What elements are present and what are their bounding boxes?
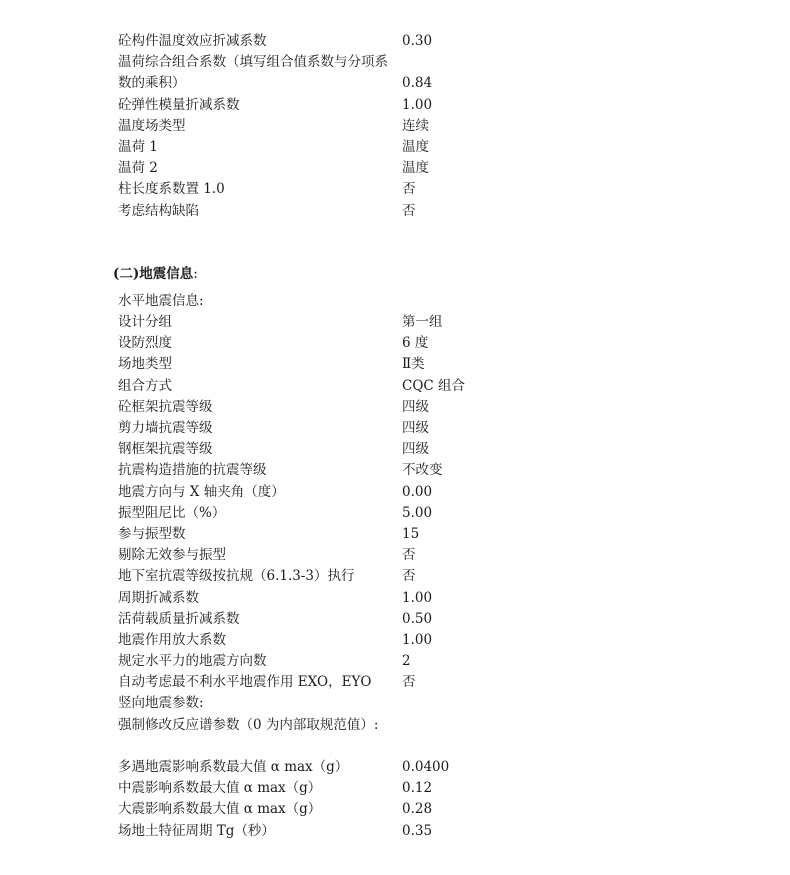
param-row [0, 418, 790, 439]
param-row [0, 524, 790, 545]
param-row [0, 672, 790, 693]
param-row [0, 821, 790, 842]
seismic-params [0, 291, 790, 842]
param-row [0, 630, 790, 651]
section-title: (二)地震信息: [113, 265, 198, 282]
param-label: 砼弹性模量折减系数 [118, 96, 240, 113]
param-label: 设防烈度 [118, 335, 172, 352]
param-row [0, 778, 790, 799]
param-value: 2 [402, 653, 411, 670]
param-value: 否 [402, 181, 416, 198]
param-row [0, 609, 790, 630]
param-label: 钢框架抗震等级 [118, 441, 213, 458]
param-row [0, 312, 790, 333]
param-row [0, 651, 790, 672]
param-value: 0.28 [402, 801, 433, 818]
param-label: 强制修改反应谱参数（0 为内部取规范值）: [118, 716, 379, 733]
param-value: 5.00 [402, 504, 433, 521]
param-value: 否 [402, 568, 416, 585]
param-row [0, 179, 790, 200]
param-row [0, 31, 790, 52]
param-value: 四级 [402, 420, 429, 437]
param-label: 组合方式 [118, 377, 172, 394]
param-row [0, 566, 790, 587]
param-label: 剪力墙抗震等级 [118, 420, 213, 437]
param-row [0, 158, 790, 179]
param-value: 6 度 [402, 335, 429, 352]
param-row [0, 757, 790, 778]
param-label: 自动考虑最不利水平地震作用 EXO，EYO [118, 674, 372, 691]
param-value: 第一组 [402, 314, 443, 331]
param-label: 温荷 2 [118, 160, 158, 177]
param-value: 否 [402, 674, 416, 691]
subsection-label [0, 715, 790, 757]
param-row [0, 201, 790, 222]
param-value: 否 [402, 547, 416, 564]
param-label: 地下室抗震等级按抗规（6.1.3-3）执行 [118, 568, 355, 585]
param-row [0, 799, 790, 820]
param-row [0, 460, 790, 481]
param-value: 0.50 [402, 610, 433, 627]
param-value: 1.00 [402, 589, 433, 606]
param-label: 参与振型数 [118, 525, 186, 542]
subsection-label [0, 291, 790, 312]
param-value: 0.84 [402, 75, 433, 92]
param-row [0, 116, 790, 137]
document-body [0, 31, 790, 842]
param-label: 抗震构造措施的抗震等级 [118, 462, 267, 479]
param-label: 规定水平力的地震方向数 [118, 653, 267, 670]
param-value: 温度 [402, 138, 429, 155]
param-value: 1.00 [402, 631, 433, 648]
param-row [0, 354, 790, 375]
param-label: 多遇地震影响系数最大值 α max（g） [118, 759, 349, 776]
param-label: 温荷综合组合系数（填写组合值系数与分项系数的乘积） [118, 54, 388, 92]
param-row [0, 376, 790, 397]
param-value: 不改变 [402, 462, 443, 479]
param-label: 周期折减系数 [118, 589, 199, 606]
param-value: 0.30 [402, 33, 433, 49]
param-value: 0.0400 [402, 759, 450, 776]
param-value: 0.35 [402, 822, 433, 839]
param-label: 考虑结构缺陷 [118, 202, 199, 219]
param-value: 四级 [402, 398, 429, 415]
param-row [0, 333, 790, 354]
param-label: 场地土特征周期 Tg（秒） [118, 822, 275, 839]
param-label: 水平地震信息: [118, 292, 204, 309]
param-value: 0.12 [402, 780, 433, 797]
param-label: 地震方向与 X 轴夹角（度） [118, 483, 285, 500]
param-value: Ⅱ类 [402, 356, 425, 373]
param-label: 设计分组 [118, 314, 172, 331]
param-row [0, 397, 790, 418]
param-label: 竖向地震参数: [118, 695, 204, 712]
param-value: 1.00 [402, 96, 433, 113]
param-value: 四级 [402, 441, 429, 458]
param-label: 中震影响系数最大值 α max（g） [118, 780, 322, 797]
param-value: 15 [402, 525, 420, 542]
param-row [0, 52, 790, 94]
param-row [0, 503, 790, 524]
param-value: 0.00 [402, 483, 433, 500]
param-row [0, 588, 790, 609]
param-label: 场地类型 [118, 356, 172, 373]
param-value: 温度 [402, 160, 429, 177]
param-row [0, 137, 790, 158]
param-label: 地震作用放大系数 [118, 631, 226, 648]
param-row [0, 545, 790, 566]
param-label: 剔除无效参与振型 [118, 547, 226, 564]
param-label: 砼构件温度效应折减系数 [118, 33, 267, 49]
param-value: 连续 [402, 117, 429, 134]
section-spacer [0, 222, 790, 264]
param-row [0, 482, 790, 503]
param-row [0, 95, 790, 116]
param-label: 温度场类型 [118, 117, 186, 134]
param-label: 活荷载质量折减系数 [118, 610, 240, 627]
subsection-label [0, 693, 790, 714]
param-label: 柱长度系数置 1.0 [118, 181, 225, 198]
param-row [0, 439, 790, 460]
section-heading [0, 264, 790, 285]
param-label: 振型阻尼比（%） [118, 504, 226, 521]
param-value: CQC 组合 [402, 377, 466, 394]
param-label: 砼框架抗震等级 [118, 398, 213, 415]
param-label: 大震影响系数最大值 α max（g） [118, 801, 322, 818]
param-label: 温荷 1 [118, 138, 158, 155]
temperature-params [0, 31, 790, 222]
param-value: 否 [402, 202, 416, 219]
